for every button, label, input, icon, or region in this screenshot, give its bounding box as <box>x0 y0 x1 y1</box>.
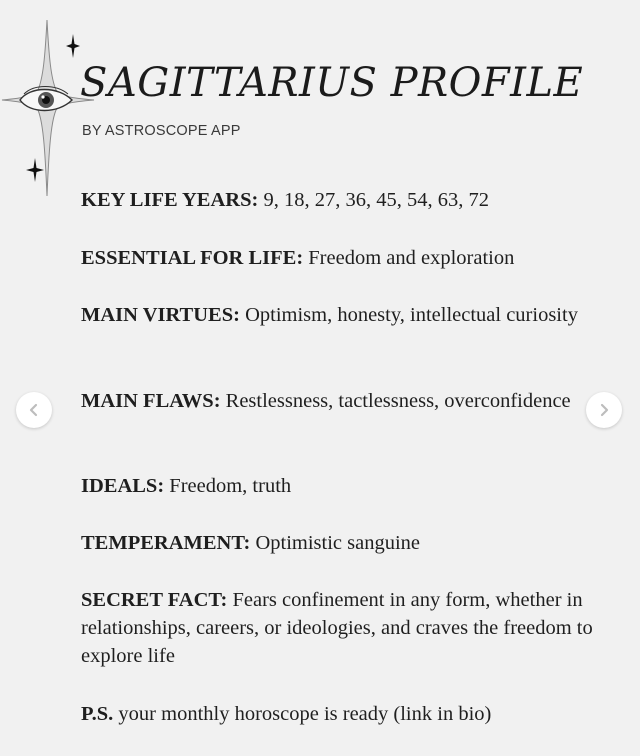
entry-key-life-years <box>81 186 611 214</box>
entry-value: Freedom, truth <box>164 475 292 497</box>
entry-value: Fears confinement in any form, whether in relationships, careers, or ideologies, and craves the freedom to explore life <box>81 589 593 667</box>
carousel-next-button[interactable] <box>586 392 622 428</box>
entry-temperament <box>81 529 611 557</box>
entry-value: 9, 18, 27, 36, 45, 54, 63, 72 <box>258 189 489 211</box>
entry-label: SECRET FACT: <box>81 589 228 611</box>
entry-main-virtues <box>81 301 611 329</box>
entry-secret-fact <box>81 586 611 670</box>
entry-label: P.S. <box>81 703 114 725</box>
entry-value: Restlessness, tactlessness, overconfidence <box>220 390 571 412</box>
entry-label: MAIN FLAWS: <box>81 390 221 412</box>
entry-value: Optimistic sanguine <box>250 532 420 554</box>
eye-sparkle-logo <box>0 18 95 198</box>
entry-essential-for-life <box>81 244 611 272</box>
page-title: SAGITTARIUS PROFILE <box>80 60 584 106</box>
chevron-left-icon <box>27 403 41 417</box>
entry-value: Freedom and exploration <box>303 247 515 269</box>
entry-label: KEY LIFE YEARS: <box>81 189 259 211</box>
entry-value: Optimism, honesty, intellectual curiosity <box>239 304 578 326</box>
entry-ps <box>81 700 611 728</box>
entry-ideals <box>81 472 611 500</box>
entry-label: ESSENTIAL FOR LIFE: <box>81 247 304 269</box>
page-subtitle: BY ASTROSCOPE APP <box>82 123 241 139</box>
entry-value: your monthly horoscope is ready (link in bio) <box>113 703 492 725</box>
entry-label: TEMPERAMENT: <box>81 532 251 554</box>
entry-label: MAIN VIRTUES: <box>81 304 240 326</box>
entry-main-flaws <box>81 387 611 415</box>
entry-label: IDEALS: <box>81 475 165 497</box>
carousel-prev-button[interactable] <box>16 392 52 428</box>
chevron-right-icon <box>597 403 611 417</box>
